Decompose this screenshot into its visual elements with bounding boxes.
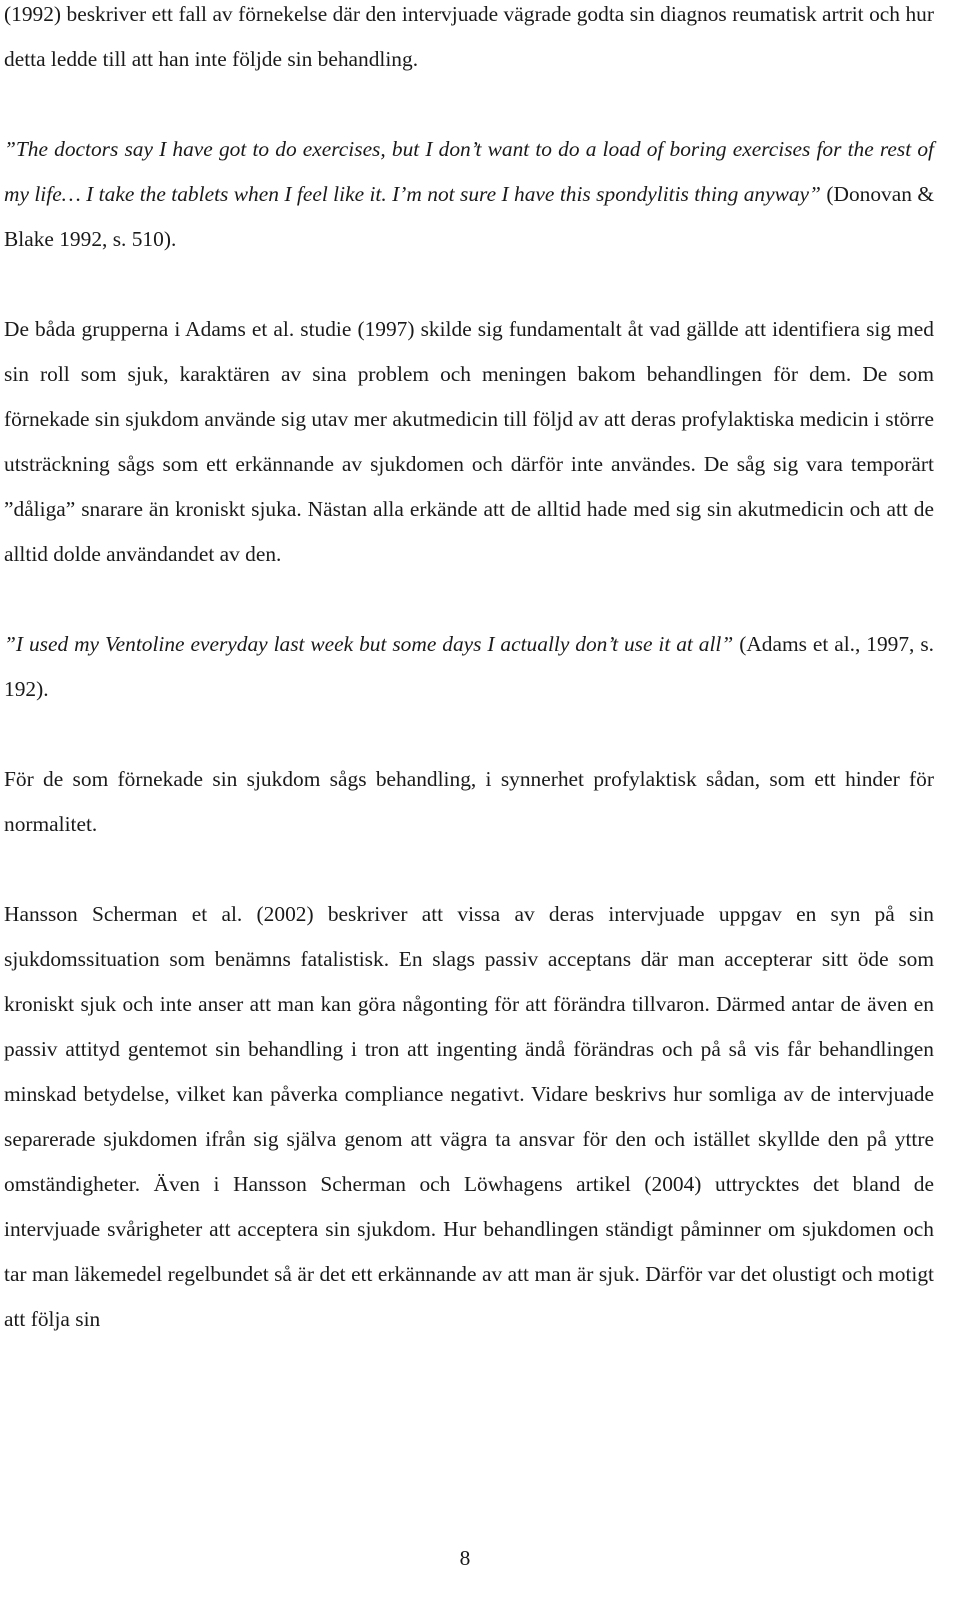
paragraph-adams-study [4, 307, 934, 577]
quote-text: ”I used my Ventoline everyday last week but some days I actually don’t use it at all” [4, 632, 734, 656]
block-quote-donovan [4, 127, 934, 262]
page-number: 8 [459, 1546, 471, 1570]
paragraph-text: Hansson Scherman et al. (2002) beskriver att vissa av deras intervjuade uppgav en syn på sin sjukdomssituation som benämns fatalistisk. En slags passiv acceptans där man accepterar sitt öde som kroniskt sjuk och inte anser att man kan göra någonting för att förändra tillvaron. Därmed antar de även en passiv attityd gentemot sin behandling i tron att ingenting ändå förändras och på så vis får behandlingen minskad betydelse, vilket kan påverka compliance negativt. Vidare beskrivs hur somliga av de intervjuade separerade sjukdomen ifrån sig själva genom att vägra ta ansvar för den och istället skyllde den på yttre omständigheter. Även i Hansson Scherman och Löwhagens artikel (2004) uttrycktes det bland de intervjuade svårigheter att acceptera sin sjukdom. Hur behandlingen ständigt påminner om sjukdomen och tar man läkemedel regelbundet så är det ett erkännande av att man är sjuk. Därför var det olustigt och motigt att följa sin [4, 902, 934, 1331]
paragraph-normality [4, 757, 934, 847]
block-quote-adams [4, 622, 934, 712]
paragraph-hansson-scherman [4, 892, 934, 1342]
quote-citation: (Donovan & Blake 1992, s. 510). [4, 182, 934, 251]
paragraph-text: De båda grupperna i Adams et al. studie (1997) skilde sig fundamentalt åt vad gällde att identifiera sig med sin roll som sjuk, karaktären av sina problem och meningen bakom behandlingen för dem. De som förnekade sin sjukdom använde sig utav mer akutmedicin till följd av att deras profylaktiska medicin i större utsträckning sågs som ett erkännande av sjukdomen och därför inte användes. De såg sig vara temporärt ”dåliga” snarare än kroniskt sjuka. Nästan alla erkände att de alltid hade med sig sin akutmedicin och att de alltid dolde användandet av den. [4, 317, 934, 566]
quote-citation: (Adams et al., 1997, s. 192). [4, 632, 934, 701]
paragraph-text: För de som förnekade sin sjukdom sågs behandling, i synnerhet profylaktisk sådan, som ett hinder för normalitet. [4, 767, 934, 836]
paragraph-text: (1992) beskriver ett fall av förnekelse där den intervjuade vägrade godta sin diagnos reumatisk artrit och hur detta ledde till att han inte följde sin behandling. [4, 2, 934, 71]
quote-text: ”The doctors say I have got to do exercises, but I don’t want to do a load of boring exercises for the rest of my life… I take the tablets when I feel like it. I’m not sure I have this spondylitis thing anyway” [4, 137, 934, 206]
paragraph-denial-case [4, 0, 934, 82]
